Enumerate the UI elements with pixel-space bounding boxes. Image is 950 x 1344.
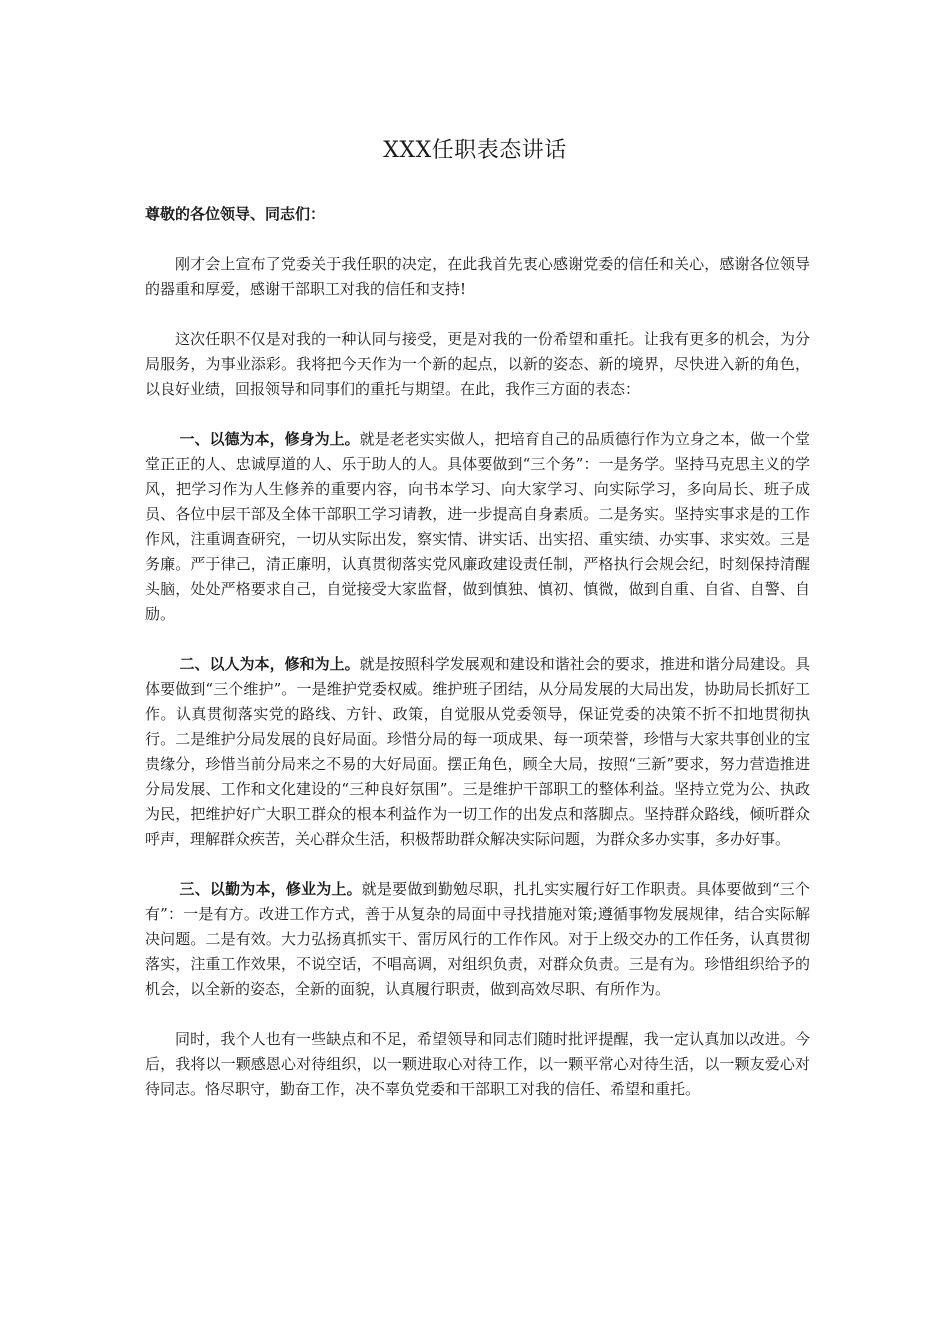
paragraph-section-2: [145, 652, 810, 852]
paragraph-text: 就是老老实实做人，把培育自己的品质德行作为立身之本，做一个堂堂正正的人、忠诚厚道的人、乐于助人的人。具体要做到“三个务”：一是务学。坚持马克思主义的学风，把学习作为人生修养的重要内容，向书本学习、向大家学习、向实际学习，多向局长、班子成员、各位中层干部及全体干部职工学习请教，进一步提高自身素质。二是务实。坚持实事求是的工作作风，注重调查研究，一切从实际出发，察实情、讲实话、出实招、重实绩、办实事、求实效。三是务廉。严于律己，清正廉明，认真贯彻落实党风廉政建设责任制，严格执行会规会纪，时刻保持清醒头脑，处处严格要求自己，自觉接受大家监督，做到慎独、慎初、慎微，做到自重、自省、自警、自励。: [145, 430, 810, 623]
paragraph-text: 同时，我个人也有一些缺点和不足，希望领导和同志们随时批评提醒，我一定认真加以改进。今后，我将以一颗感恩心对待组织，以一颗进取心对待工作，以一颗平常心对待生活，以一颗友爱心对待同志。恪尽职守，勤奋工作，决不辜负党委和干部职工对我的信任、希望和重托。: [145, 1030, 810, 1098]
paragraph-text: 这次任职不仅是对我的一种认同与接受，更是对我的一份希望和重托。让我有更多的机会，为分局服务，为事业添彩。我将把今天作为一个新的起点，以新的姿态、新的境界，尽快进入新的角色，以良好业绩，回报领导和同事们的重托与期望。在此，我作三方面的表态：: [145, 330, 810, 398]
section-heading: 一、以德为本，修身为上。: [179, 430, 360, 448]
paragraph-text: 就是要做到勤勉尽职，扎扎实实履行好工作职责。具体要做到“三个有”：一是有方。改进工作方式，善于从复杂的局面中寻找措施对策;遵循事物发展规律，结合实际解决问题。二是有效。大力弘扬真抓实干、雷厉风行的工作作风。对于上级交办的工作任务，认真贯彻落实，注重工作效果，不说空话，不唱高调，对组织负责，对群众负责。三是有为。珍惜组织给予的机会，以全新的姿态，全新的面貌，认真履行职责，做到高效尽职、有所作为。: [145, 880, 810, 998]
paragraph-section-3: [145, 877, 810, 1002]
paragraph-thanks: [145, 252, 810, 302]
paragraph-text: 就是按照科学发展观和建设和谐社会的要求，推进和谐分局建设。具体要做到“三个维护”。一是维护党委权威。维护班子团结，从分局发展的大局出发，协助局长抓好工作。认真贯彻落实党的路线、方针、政策，自觉服从党委领导，保证党委的决策不折不扣地贯彻执行。二是维护分局发展的良好局面。珍惜分局的每一项成果、每一项荣誉，珍惜与大家共事创业的宝贵缘分，珍惜当前分局来之不易的大好局面。摆正角色，顾全大局，按照“三新”要求，努力营造推进分局发展、工作和文化建设的“三种良好氛围”。三是维护干部职工的整体利益。坚持立党为公、执政为民，把维护好广大职工群众的根本利益作为一切工作的出发点和落脚点。坚持群众路线，倾听群众呼声，理解群众疾苦，关心群众生活，积极帮助群众解决实际问题，为群众多办实事，多办好事。: [145, 655, 810, 848]
section-heading: 三、以勤为本，修业为上。: [179, 880, 362, 898]
document-body: [145, 202, 810, 1127]
section-heading: 二、以人为本，修和为上。: [179, 655, 360, 673]
paragraph-text: 刚才会上宣布了党委关于我任职的决定，在此我首先衷心感谢党委的信任和关心，感谢各位领导的器重和厚爱，感谢干部职工对我的信任和支持!: [145, 255, 810, 298]
paragraph-intro: [145, 327, 810, 402]
paragraph-section-1: [145, 427, 810, 627]
paragraph-closing: [145, 1027, 810, 1102]
salutation: 尊敬的各位领导、同志们：: [145, 205, 326, 223]
document-title: XXX任职表态讲话: [383, 138, 567, 163]
